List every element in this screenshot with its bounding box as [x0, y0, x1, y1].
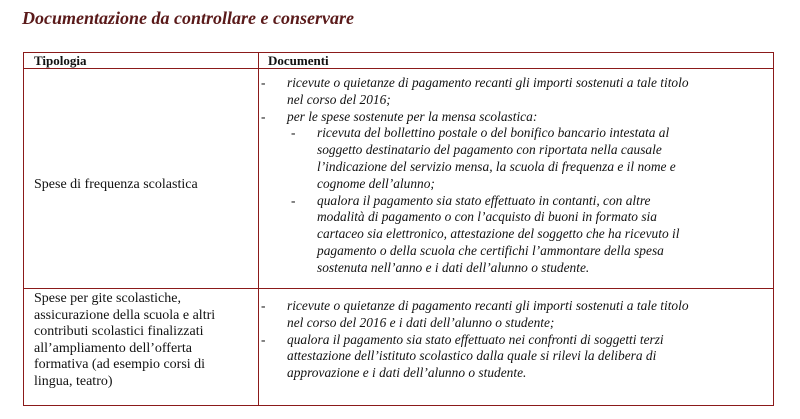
- bullet-dash: -: [261, 108, 266, 124]
- item-line: cartaceo sia elettronico, attestazione del soggetto che ha ricevuto il: [317, 226, 680, 242]
- bullet-dash: -: [261, 75, 266, 90]
- item-line: cognome dell’alunno;: [317, 175, 435, 191]
- list-item: [259, 332, 767, 382]
- tipologia-line: Spese di frequenza scolastica: [34, 177, 198, 192]
- row-1-tipologia: [34, 177, 198, 194]
- item-line: sostenuta nell’anno e i dati dell’alunno o studente.: [317, 259, 590, 275]
- item-line: pagamento o della scuola che certifichi l’ammontare della spesa: [317, 242, 664, 258]
- item-line: approvazione e i dati dell’alunno o studente.: [287, 365, 527, 381]
- item-line: ricevute o quietanze di pagamento recanti gli importi sostenuti a tale titolo: [287, 298, 689, 313]
- list-item: [259, 109, 767, 126]
- document-title: Documentazione da controllare e conservare: [22, 8, 354, 28]
- item-line: modalità di pagamento o con l’acquisto di buoni in formato sia: [317, 209, 657, 225]
- list-item: [259, 75, 767, 109]
- bullet-dash: -: [261, 331, 266, 347]
- row-1-documenti: [259, 75, 767, 277]
- header-documenti: Documenti: [268, 53, 329, 68]
- bullet-dash: -: [291, 192, 296, 208]
- list-item: [259, 298, 767, 332]
- item-line: qualora il pagamento sia stato effettuato in contanti, con altre: [317, 192, 651, 208]
- documents-table: [23, 52, 774, 406]
- row-2-documenti: [259, 298, 767, 382]
- tipologia-line: lingua, teatro): [34, 373, 113, 389]
- header-tipologia: Tipologia: [34, 53, 87, 68]
- row-2-tipologia: [34, 291, 254, 391]
- item-line: qualora il pagamento sia stato effettuato nei confronti di soggetti terzi: [287, 331, 664, 347]
- sub-list-item: [259, 193, 767, 277]
- tipologia-line: all’ampliamento dell’offerta: [34, 340, 192, 356]
- tipologia-line: contributi scolastici finalizzati: [34, 324, 204, 340]
- tipologia-line: Spese per gite scolastiche,: [34, 291, 181, 306]
- item-line: attestazione dell’istituto scolastico dalla quale si rilevi la delibera di: [287, 348, 657, 364]
- bullet-dash: -: [291, 125, 296, 141]
- header-divider: [24, 68, 773, 69]
- row-divider: [24, 288, 773, 289]
- tipologia-line: formativa (ad esempio corsi di: [34, 357, 206, 373]
- item-line: l’indicazione del servizio mensa, la scuola di frequenza e il nome e: [317, 158, 676, 174]
- item-line: per le spese sostenute per la mensa scolastica:: [287, 108, 538, 124]
- item-line: ricevute o quietanze di pagamento recanti gli importi sostenuti a tale titolo: [287, 75, 689, 90]
- item-line: nel corso del 2016 e i dati dell’alunno o studente;: [287, 314, 555, 330]
- sub-list-item: [259, 125, 767, 192]
- item-line: nel corso del 2016;: [287, 91, 391, 107]
- bullet-dash: -: [261, 298, 266, 313]
- item-line: soggetto destinatario del pagamento con riportata nella causale: [317, 142, 662, 158]
- tipologia-line: assicurazione della scuola e altri: [34, 307, 216, 323]
- item-line: ricevuta del bollettino postale o del bonifico bancario intestata al: [317, 125, 670, 141]
